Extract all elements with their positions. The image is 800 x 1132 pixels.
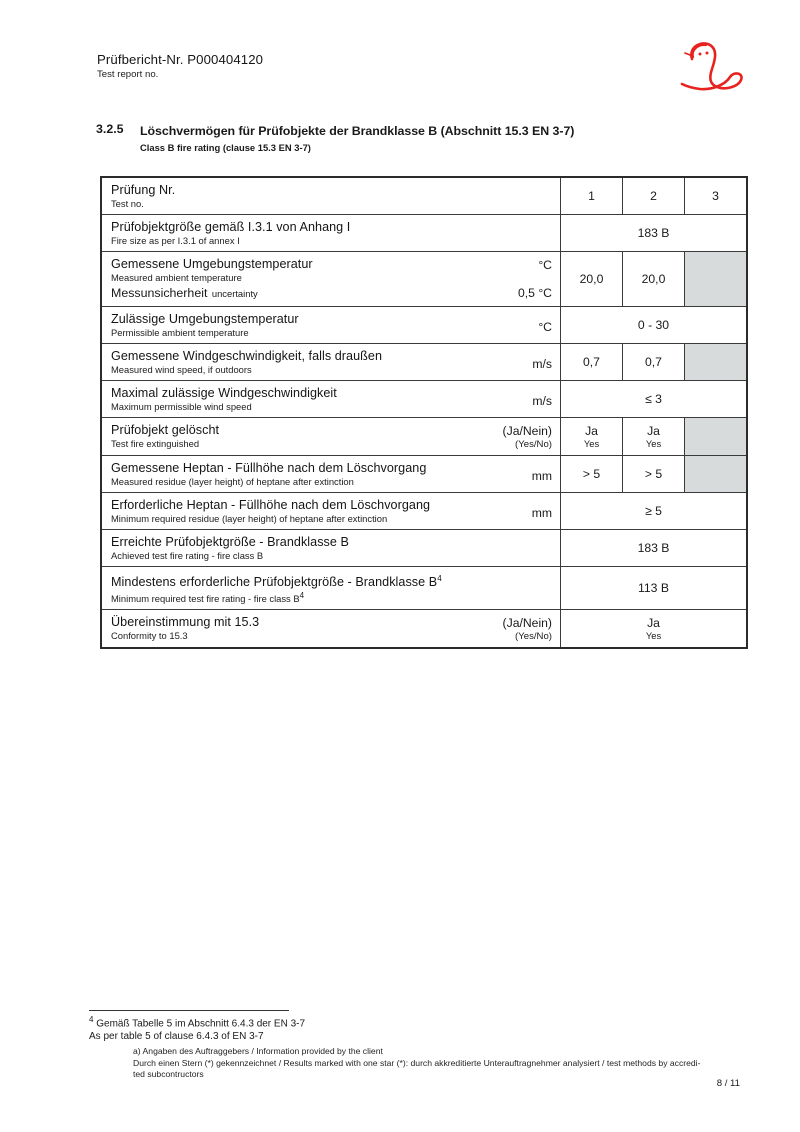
row-label-cell <box>101 418 561 456</box>
report-header <box>97 52 657 81</box>
row-label-cell <box>101 567 561 610</box>
row-label-de: Gemessene Windgeschwindigkeit, falls draußen <box>111 349 382 363</box>
row-unit-uncertainty: 0,5 °C <box>517 286 552 300</box>
row-unit-de: (Ja/Nein) <box>502 424 552 438</box>
value-de: Ja <box>647 615 660 630</box>
footnote-extra <box>133 1046 789 1081</box>
table-row <box>101 530 747 567</box>
value-de: Ja <box>647 423 660 438</box>
table-row <box>101 252 747 307</box>
value-cell-test-1 <box>561 418 623 456</box>
row-label-de: Zulässige Umgebungstemperatur <box>111 312 299 326</box>
footnote-en: As per table 5 of clause 6.4.3 of EN 3-7 <box>89 1031 264 1043</box>
value-cell-test-3-disabled <box>685 344 748 381</box>
row-unit-de: (Ja/Nein) <box>502 616 552 631</box>
row-label-cell <box>101 252 561 307</box>
value-cell-test-1: 0,7 <box>561 344 623 381</box>
row-label-en: Test no. <box>111 198 144 209</box>
row-unit: m/s <box>532 394 552 408</box>
row-label-de: Übereinstimmung mit 15.3 <box>111 615 260 630</box>
table-row <box>101 567 747 610</box>
value-cell-merged: 113 B <box>561 567 748 610</box>
value-cell-test-2: > 5 <box>623 456 685 493</box>
row-label-en: Minimum required residue (layer height) of heptane after extinction <box>111 513 388 524</box>
table-row <box>101 344 747 381</box>
value-cell-test-3: 3 <box>685 177 748 215</box>
row-unit: m/s <box>532 357 552 371</box>
row-label-en: Minimum required test fire rating - fire class B <box>111 593 300 605</box>
row-label-cell <box>101 307 561 344</box>
row-unit: mm <box>531 469 552 483</box>
row-unit-en: (Yes/No) <box>515 439 552 450</box>
footnote-marker: 4 <box>437 574 442 583</box>
row-label-cell <box>101 177 561 215</box>
value-cell-test-2: 2 <box>623 177 685 215</box>
footnote-divider <box>89 1010 289 1011</box>
row-label-cell <box>101 215 561 252</box>
row-label-en: Measured wind speed, if outdoors <box>111 364 252 375</box>
page-number: 8 / 11 <box>716 1078 740 1089</box>
row-label-de: Mindestens erforderliche Prüfobjektgröße - Brandklasse B <box>111 575 438 590</box>
table-row <box>101 610 747 649</box>
value-cell-merged: 183 B <box>561 215 748 252</box>
row-label-en: Measured residue (layer height) of heptane after extinction <box>111 476 354 487</box>
table-row <box>101 307 747 344</box>
value-en: Yes <box>583 437 600 449</box>
footnotes <box>89 1013 789 1081</box>
row-unit: mm <box>531 506 552 520</box>
table-row <box>101 381 747 418</box>
row-label-en: Permissible ambient temperature <box>111 327 249 338</box>
row-label-en: Test fire extinguished <box>111 438 200 449</box>
row-label-de: Erreichte Prüfobjektgröße - Brandklasse B <box>111 535 349 549</box>
row-label-en: Conformity to 15.3 <box>111 630 188 642</box>
row-label-cell <box>101 344 561 381</box>
footnote-client-info: a) Angaben des Auftraggebers / Information provided by the client <box>133 1046 383 1057</box>
value-cell-test-1: 1 <box>561 177 623 215</box>
test-results-table <box>100 176 748 649</box>
table-row <box>101 456 747 493</box>
footnote-de-text: Gemäß Tabelle 5 im Abschnitt 6.4.3 der EN 3-7 <box>96 1018 306 1030</box>
value-cell-test-1: 20,0 <box>561 252 623 307</box>
footnote-star-line-1: Durch einen Stern (*) gekennzeichnet / Results marked with one star (*): durch akkreditierte Unterauftragnehmer analysiert / test methods by accredi- <box>133 1057 701 1068</box>
row-unit-en: (Yes/No) <box>515 631 552 643</box>
row-label-de: Erforderliche Heptan - Füllhöhe nach dem Löschvorgang <box>111 498 431 512</box>
value-cell-merged: 0 - 30 <box>561 307 748 344</box>
row-label-cell <box>101 381 561 418</box>
row-label-de: Maximal zulässige Windgeschwindigkeit <box>111 386 337 400</box>
table-row <box>101 215 747 252</box>
table-row <box>101 493 747 530</box>
table-row <box>101 418 747 456</box>
report-number-en: Test report no. <box>97 69 159 80</box>
footnote-de <box>89 1013 789 1030</box>
value-cell-merged: ≥ 5 <box>561 493 748 530</box>
value-cell-merged <box>561 610 748 649</box>
value-en: Yes <box>645 629 662 641</box>
value-cell-merged: 183 B <box>561 530 748 567</box>
row-label-en-wrap <box>111 590 552 605</box>
row-label-en: Maximum permissible wind speed <box>111 401 252 412</box>
value-cell-test-2: 0,7 <box>623 344 685 381</box>
row-unit-de: °C <box>538 258 552 272</box>
value-cell-test-3-disabled <box>685 418 748 456</box>
section-number: 3.2.5 <box>96 122 124 136</box>
row-label-de: Prüfung Nr. <box>111 183 176 197</box>
value-de: Ja <box>585 423 598 438</box>
section-title-en: Class B fire rating (clause 15.3 EN 3-7) <box>140 142 311 153</box>
value-cell-test-3-disabled <box>685 252 748 307</box>
footnote-marker: 4 <box>299 591 305 601</box>
value-cell-merged: ≤ 3 <box>561 381 748 418</box>
row-label-en: Fire size as per I.3.1 of annex I <box>111 235 240 246</box>
uncertainty-de: Messunsicherheit <box>111 286 208 300</box>
row-label-de-wrap <box>111 571 552 590</box>
row-label-cell <box>101 610 561 649</box>
row-label-cell <box>101 456 561 493</box>
red-handwritten-mark-icon <box>668 33 778 105</box>
value-cell-test-2: 20,0 <box>623 252 685 307</box>
row-label-cell <box>101 530 561 567</box>
row-unit: °C <box>538 320 552 334</box>
value-cell-test-3-disabled <box>685 456 748 493</box>
row-label-de: Gemessene Heptan - Füllhöhe nach dem Löschvorgang <box>111 461 427 475</box>
row-label-de: Prüfobjektgröße gemäß I.3.1 von Anhang I <box>111 220 351 234</box>
value-cell-test-2 <box>623 418 685 456</box>
table-row <box>101 177 747 215</box>
section-title-de: Löschvermögen für Prüfobjekte der Brandklasse B (Abschnitt 15.3 EN 3-7) <box>140 124 575 138</box>
section-heading <box>96 122 716 154</box>
uncertainty-en: uncertainty <box>211 288 258 299</box>
value-cell-test-1: > 5 <box>561 456 623 493</box>
row-label-de: Prüfobjekt gelöscht <box>111 423 220 437</box>
row-label-uncertainty <box>111 284 508 302</box>
footnote-star-line-2: ted subcontructors <box>133 1069 204 1080</box>
footnote-marker: 4 <box>89 1015 94 1024</box>
value-en: Yes <box>645 437 662 449</box>
report-number-de: Prüfbericht-Nr. P000404120 <box>97 52 264 67</box>
row-label-en: Measured ambient temperature <box>111 272 242 283</box>
row-label-de: Gemessene Umgebungstemperatur <box>111 257 313 271</box>
row-label-cell <box>101 493 561 530</box>
row-label-en: Achieved test fire rating - fire class B <box>111 550 264 561</box>
